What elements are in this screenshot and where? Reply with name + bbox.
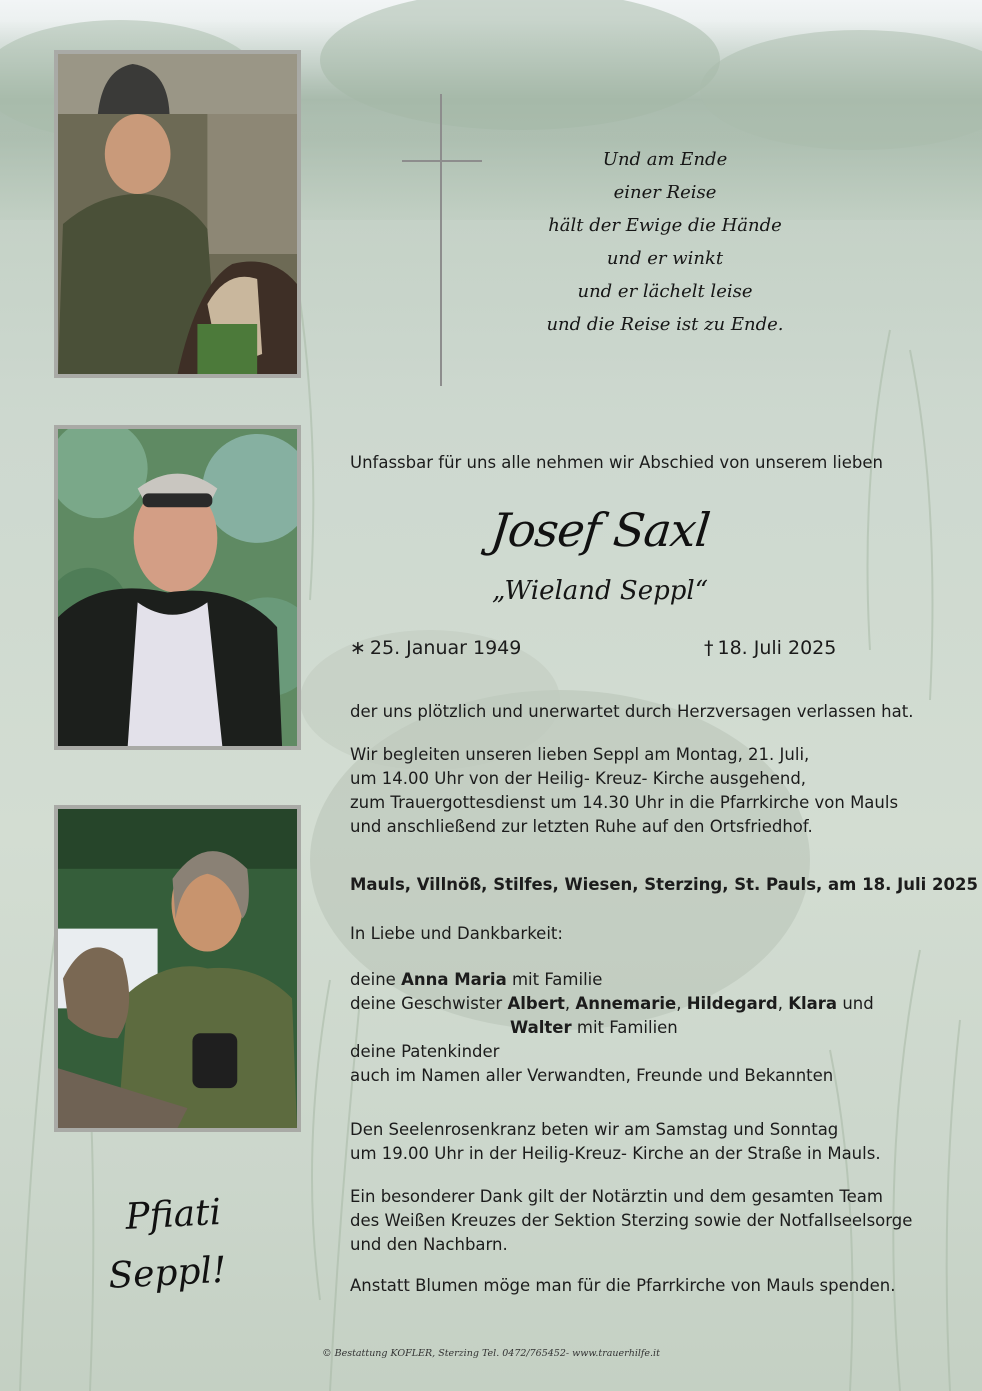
rosary-info <box>350 1118 881 1166</box>
rosary-line: um 19.00 Uhr in der Heilig-Kreuz- Kirche an der Straße in Mauls. <box>350 1144 881 1163</box>
sibling-name: Annemarie <box>575 994 677 1013</box>
mourner-name: Anna Maria <box>401 970 507 989</box>
mourner-suffix: mit Familie <box>511 970 603 989</box>
farewell-line: Seppl! <box>107 1249 228 1297</box>
mourner-prefix: deine <box>350 970 396 989</box>
poem-line: hält der Ewige die Hände <box>548 215 782 236</box>
sibling-name: Klara <box>788 994 838 1013</box>
birth-star-icon: ∗ <box>350 637 366 659</box>
rosary-line: Den Seelenrosenkranz beten wir am Samstag und Sonntag <box>350 1120 839 1139</box>
death-date-line <box>704 635 836 661</box>
death-date: 18. Juli 2025 <box>717 637 837 659</box>
thanks-line: des Weißen Kreuzes der Sektion Sterzing sowie der Notfallseelsorge <box>350 1211 913 1230</box>
mourner-prefix: deine Geschwister <box>350 994 503 1013</box>
funeral-details <box>350 743 898 839</box>
mourner-line: deine Patenkinder <box>350 1042 500 1061</box>
funeral-line: und anschließend zur letzten Ruhe auf den Ortsfriedhof. <box>350 817 813 836</box>
mourner-line <box>350 968 874 992</box>
photo-man-with-chamois <box>54 50 301 378</box>
funeral-line: um 14.00 Uhr von der Heilig- Kreuz- Kirche ausgehend, <box>350 769 807 788</box>
donation-text: Anstatt Blumen möge man für die Pfarrkirche von Mauls spenden. <box>350 1276 896 1295</box>
poem-line: und er lächelt leise <box>577 281 753 302</box>
photo-man-with-sunglasses <box>54 425 301 750</box>
cause-text: der uns plötzlich und unerwartet durch Herzversagen verlassen hat. <box>350 702 914 721</box>
separator: , <box>777 994 789 1013</box>
footer-credit: © Bestattung KOFLER, Sterzing Tel. 0472/765452- www.trauerhilfe.it <box>322 1348 660 1359</box>
conjunction: und <box>842 994 874 1013</box>
poem <box>510 143 820 341</box>
mourner-suffix: mit Familien <box>576 1018 678 1037</box>
deceased-nickname: „Wieland Seppl“ <box>491 576 709 606</box>
sibling-name: Hildegard <box>686 994 778 1013</box>
mourners-list <box>350 968 874 1088</box>
separator: , <box>564 994 576 1013</box>
thanks-line: Ein besonderer Dank gilt der Notärztin und dem gesamten Team <box>350 1187 883 1206</box>
poem-line: und die Reise ist zu Ende. <box>546 314 784 335</box>
intro-text: Unfassbar für uns alle nehmen wir Abschied von unserem lieben <box>350 453 883 472</box>
farewell-handwriting <box>104 1182 270 1306</box>
cross-horizontal-bar <box>402 160 482 162</box>
poem-line: Und am Ende <box>602 149 728 170</box>
mourner-line <box>350 992 874 1016</box>
farewell-line: Pfiati <box>124 1191 223 1238</box>
birth-date: 25. Januar 1949 <box>369 637 522 659</box>
cross-vertical-bar <box>440 94 442 386</box>
sibling-name: Walter <box>510 1018 572 1037</box>
poem-line: und er winkt <box>606 248 724 269</box>
funeral-line: zum Trauergottesdienst um 14.30 Uhr in die Pfarrkirche von Mauls <box>350 793 899 812</box>
photo-man-hunter-binoculars <box>54 805 301 1132</box>
poem-line: einer Reise <box>613 182 717 203</box>
birth-date-line <box>350 635 521 661</box>
deceased-name: Josef Saxl <box>488 503 712 557</box>
separator: , <box>676 994 687 1013</box>
funeral-line: Wir begleiten unseren lieben Seppl am Montag, 21. Juli, <box>350 745 810 764</box>
thanks-line: und den Nachbarn. <box>350 1235 508 1254</box>
mourner-line <box>350 1016 874 1040</box>
thanks-text <box>350 1185 912 1257</box>
gratitude-text: In Liebe und Dankbarkeit: <box>350 924 563 943</box>
sibling-name: Albert <box>507 994 565 1013</box>
death-cross-icon: † <box>704 637 714 659</box>
place-date: Mauls, Villnöß, Stilfes, Wiesen, Sterzing, St. Pauls, am 18. Juli 2025 <box>350 875 978 894</box>
mourner-line: auch im Namen aller Verwandten, Freunde und Bekannten <box>350 1066 834 1085</box>
